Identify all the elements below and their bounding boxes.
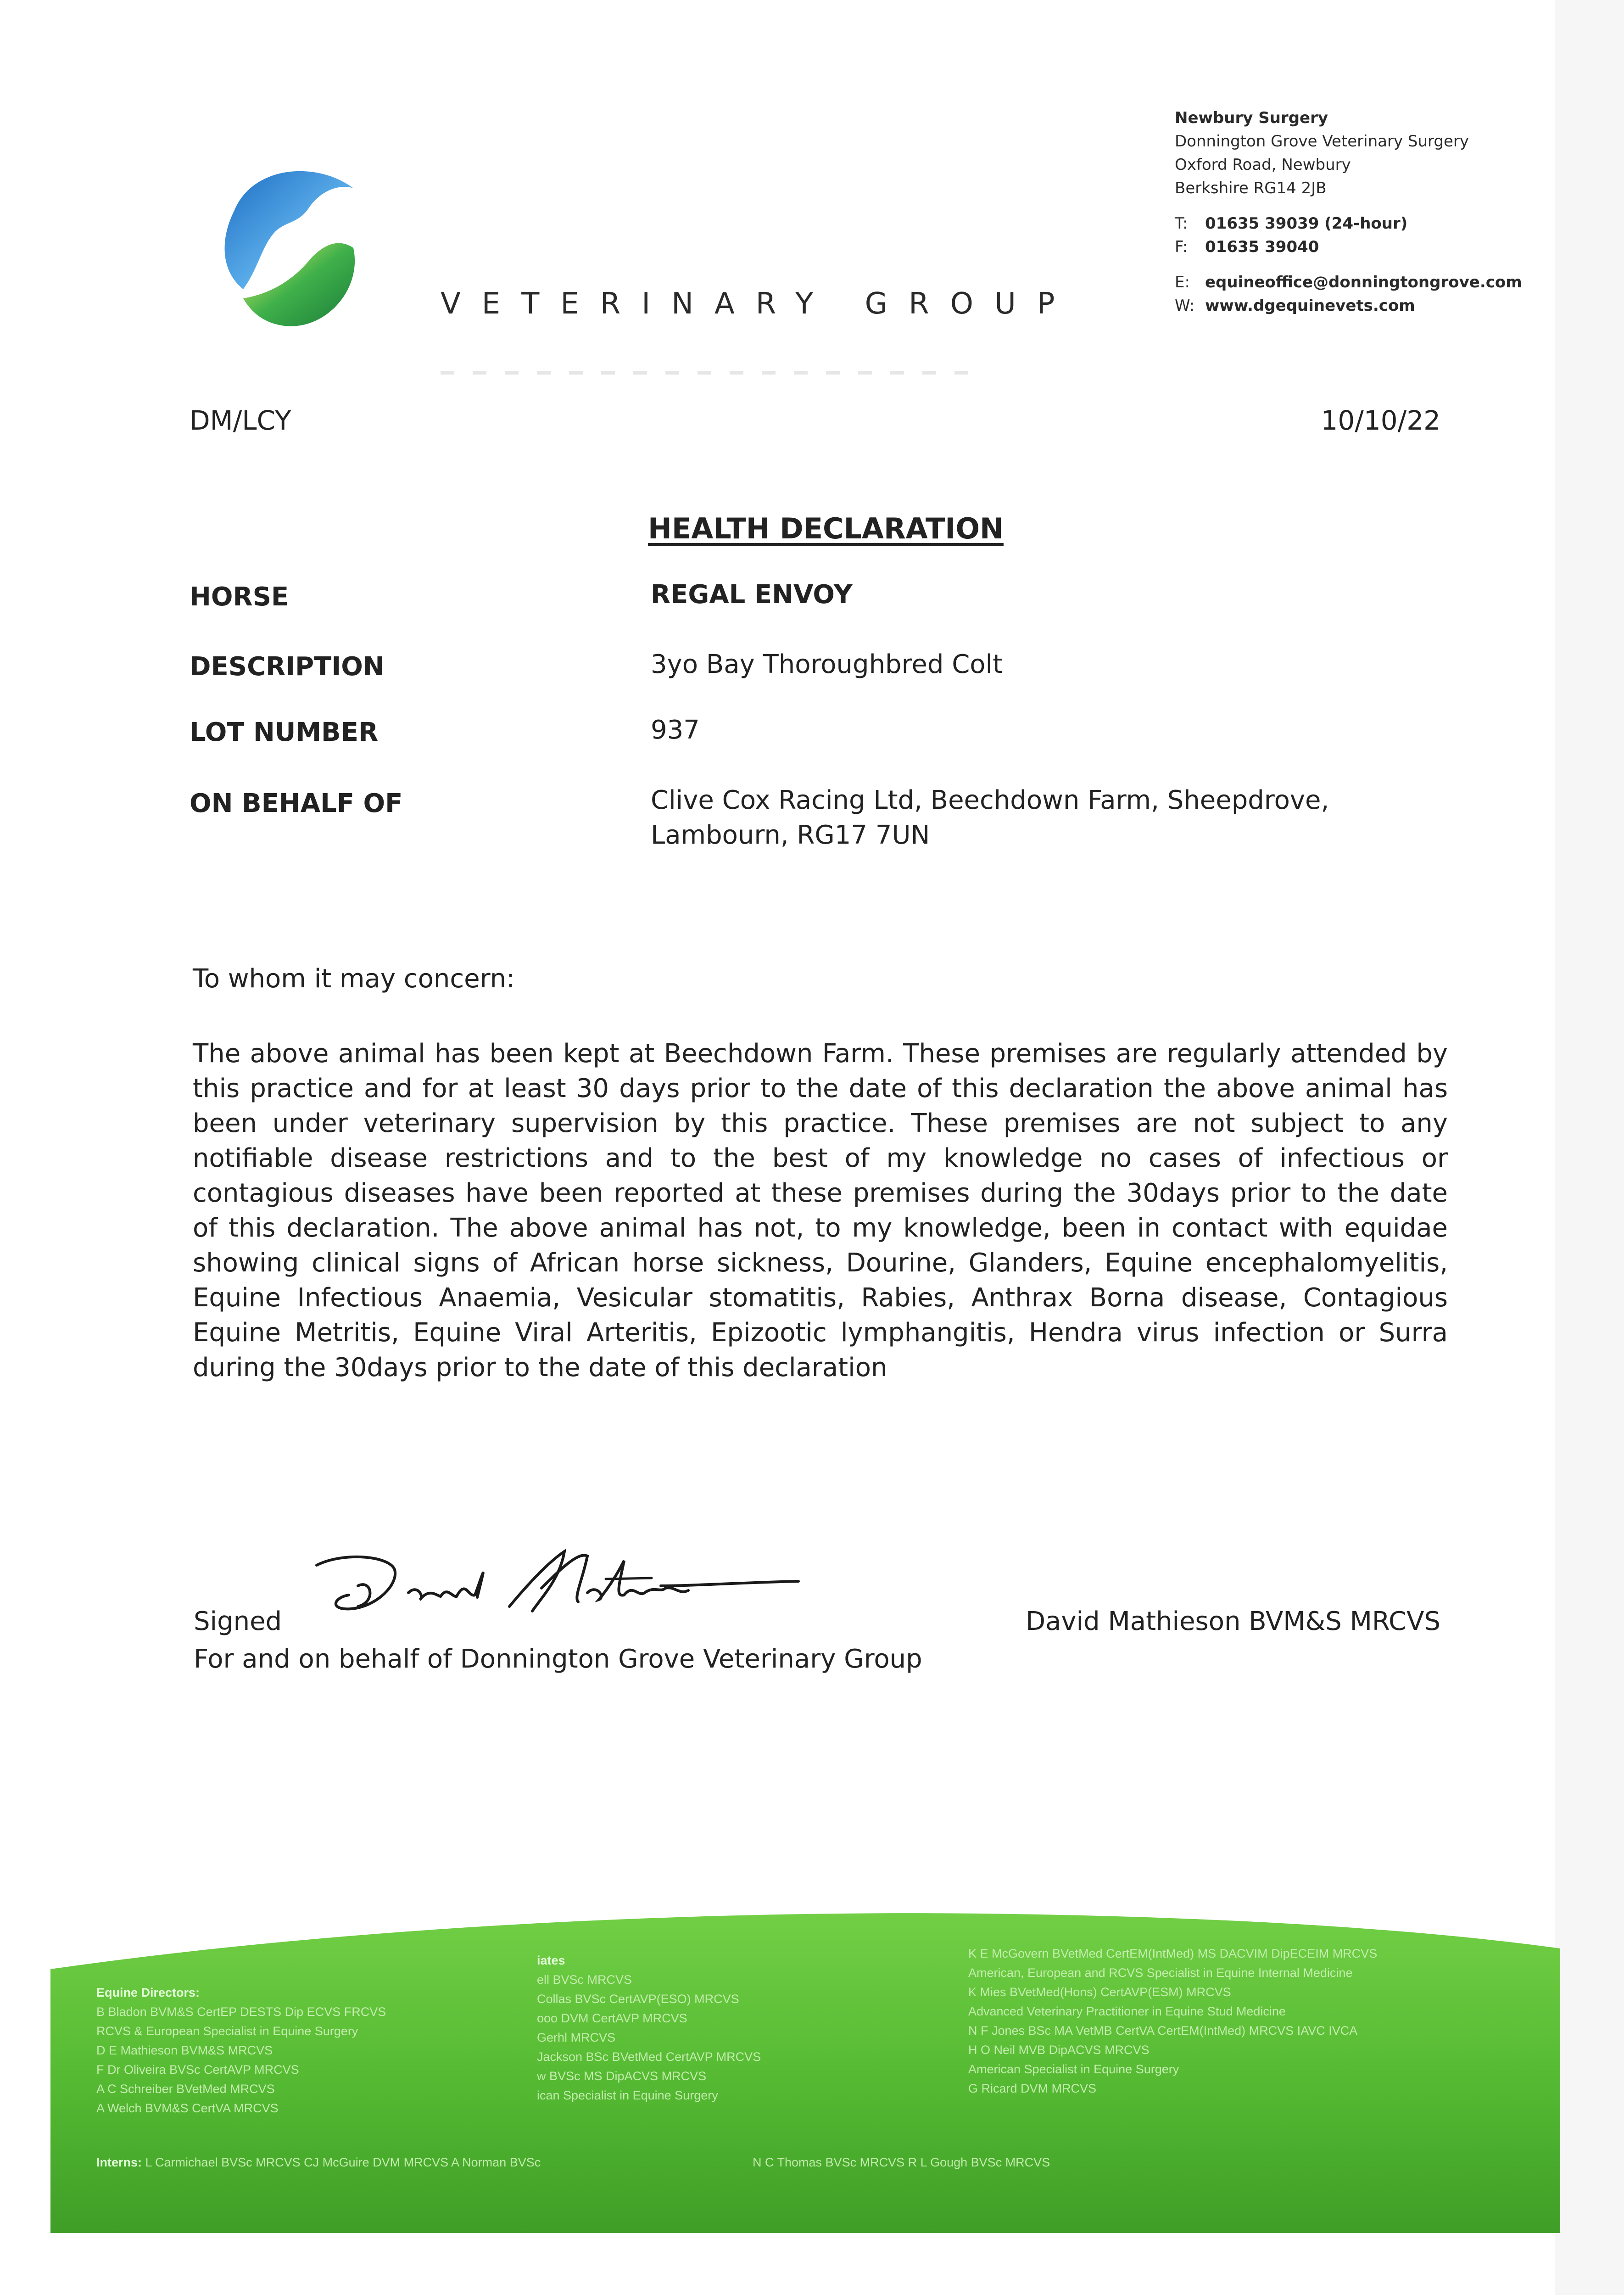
handwritten-signature: [303, 1542, 812, 1634]
phone-row: [1175, 212, 1569, 235]
phone-label: T:: [1175, 214, 1188, 233]
interns-names: L Carmichael BVSc MRCVS CJ McGuire DVM MRCVS A Norman BVSc: [145, 2155, 541, 2169]
associates-list: [537, 1951, 941, 2105]
horse-value: REGAL ENVOY: [651, 580, 853, 610]
reference-code: DM/LCY: [190, 405, 291, 436]
salutation: To whom it may concern:: [193, 964, 515, 994]
letter-date: 10/10/22: [1321, 405, 1440, 436]
document-title: HEALTH DECLARATION: [648, 512, 1004, 545]
on-behalf-of-value: [651, 783, 1477, 853]
interns-line: [96, 2153, 785, 2172]
email-label: E:: [1175, 273, 1190, 291]
specialist-entry: K E McGovern BVetMed CertEM(IntMed) MS DACVIM DipECEIM MRCVS: [968, 1947, 1378, 1960]
lot-number-label: LOT NUMBER: [190, 717, 379, 747]
address-line: Donnington Grove Veterinary Surgery: [1175, 132, 1469, 151]
lot-number-value: 937: [651, 715, 700, 745]
address-line: Berkshire RG14 2JB: [1175, 179, 1327, 197]
veterinary-group-logo: [202, 156, 376, 340]
description-value: 3yo Bay Thoroughbred Colt: [651, 649, 1003, 679]
page-edge: [1555, 0, 1624, 2295]
director-entry: RCVS & European Specialist in Equine Surgery: [96, 2024, 358, 2038]
description-label: DESCRIPTION: [190, 652, 385, 682]
interns-line-2: N C Thomas BVSc MRCVS R L Gough BVSc MRCVS: [753, 2155, 1050, 2169]
director-entry: B Bladon BVM&S CertEP DESTS Dip ECVS FRCVS: [96, 2005, 386, 2019]
specialist-entry: N F Jones BSc MA VetMB CertVA CertEM(IntMed) MRCVS IAVC IVCA: [968, 2024, 1358, 2038]
on-behalf-of-label: ON BEHALF OF: [190, 789, 403, 818]
associate-entry: Collas BVSc CertAVP(ESO) MRCVS: [537, 1992, 739, 2006]
surgery-address-block: [1175, 106, 1569, 318]
director-entry: A Welch BVM&S CertVA MRCVS: [96, 2101, 279, 2115]
web-link[interactable]: www.dgequinevets.com: [1205, 297, 1415, 315]
specialists-list: [968, 1944, 1519, 2098]
specialist-entry: H O Neil MVB DipACVS MRCVS: [968, 2043, 1150, 2057]
behalf-line: Clive Cox Racing Ltd, Beechdown Farm, Sheepdrove,: [651, 785, 1329, 815]
equine-directors-list: [96, 1983, 509, 2118]
behalf-line: Lambourn, RG17 7UN: [651, 820, 930, 850]
associate-entry: Jackson BSc BVetMed CertAVP MRCVS: [537, 2050, 761, 2064]
associate-entry: ooo DVM CertAVP MRCVS: [537, 2011, 687, 2025]
associates-heading: iates: [537, 1954, 565, 1967]
scan-smudge: [441, 371, 982, 375]
surgery-name: Newbury Surgery: [1175, 109, 1328, 127]
associate-entry: Gerhl MRCVS: [537, 2031, 616, 2044]
email-link[interactable]: equineoffice@donningtongrove.com: [1205, 273, 1522, 291]
directors-heading: Equine Directors:: [96, 1986, 200, 1999]
signer-name: David Mathieson BVM&S MRCVS: [1025, 1606, 1440, 1636]
web-label: W:: [1175, 297, 1195, 315]
interns-label: Interns:: [96, 2155, 142, 2169]
signed-label: Signed: [194, 1606, 282, 1636]
web-row: [1175, 294, 1569, 318]
phone-number: 01635 39039 (24-hour): [1205, 214, 1408, 233]
director-entry: A C Schreiber BVetMed MRCVS: [96, 2082, 275, 2096]
declaration-body: The above animal has been kept at Beechdown Farm. These premises are regularly attended by this practice and for at least 30 days prior to the date of this declaration the above animal has been under veterinary supervision by this practice. These premises are not subject to any notifiable disease restrictions and to the best of my knowledge no cases of infectious or contagious diseases have been reported at these premises during the 30days prior to the date of this declaration. The above animal has not, to my knowledge, been in contact with equidae showing clinical signs of African horse sickness, Dourine, Glanders, Equine encephalomyelitis, Equine Infectious Anaemia, Vesicular stomatitis, Rabies, Anthrax Borna disease, Contagious Equine Metritis, Equine Viral Arteritis, Epizootic lymphangitis, Hendra virus infection or Surra during the 30days prior to the date of this declaration: [193, 1039, 1448, 1383]
specialist-entry: Advanced Veterinary Practitioner in Equine Stud Medicine: [968, 2004, 1286, 2018]
fax-number: 01635 39040: [1205, 238, 1319, 256]
email-row: [1175, 271, 1569, 294]
fax-label: F:: [1175, 238, 1188, 256]
fax-row: [1175, 235, 1569, 259]
director-entry: D E Mathieson BVM&S MRCVS: [96, 2043, 273, 2057]
group-name: VETERINARY GROUP: [441, 287, 1076, 321]
director-entry: F Dr Oliveira BVSc CertAVP MRCVS: [96, 2063, 299, 2077]
associate-entry: ell BVSc MRCVS: [537, 1973, 632, 1987]
specialist-entry: G Ricard DVM MRCVS: [968, 2082, 1097, 2095]
specialist-entry: American Specialist in Equine Surgery: [968, 2062, 1179, 2076]
associate-entry: ican Specialist in Equine Surgery: [537, 2088, 718, 2102]
specialist-entry: American, European and RCVS Specialist in Equine Internal Medicine: [968, 1966, 1353, 1980]
address-line: Oxford Road, Newbury: [1175, 156, 1351, 174]
associate-entry: w BVSc MS DipACVS MRCVS: [537, 2069, 707, 2083]
on-behalf-statement: For and on behalf of Donnington Grove Veterinary Group: [194, 1644, 922, 1674]
specialist-entry: K Mies BVetMed(Hons) CertAVP(ESM) MRCVS: [968, 1985, 1231, 1999]
horse-label: HORSE: [190, 582, 289, 612]
